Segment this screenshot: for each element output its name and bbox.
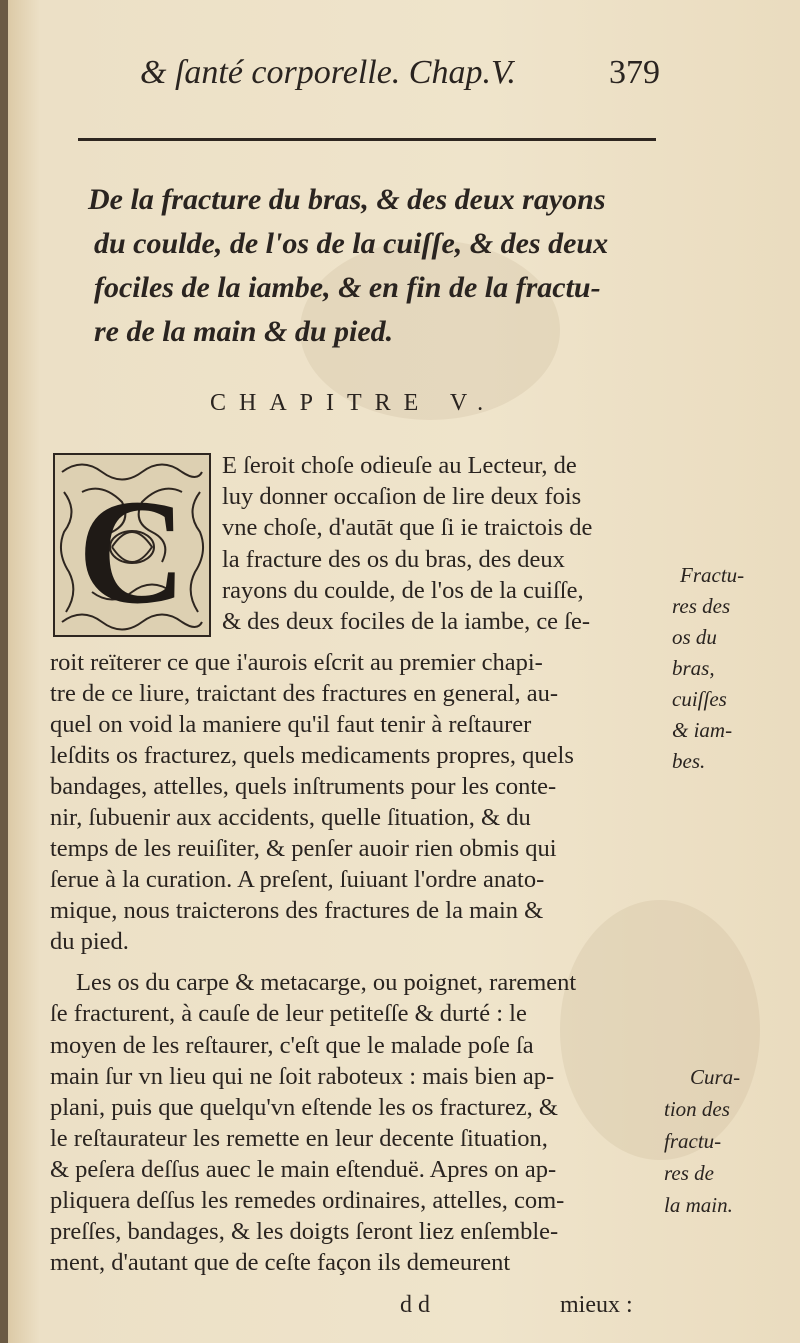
margin-note-line: Cura-: [690, 1065, 741, 1089]
heading-line: du coulde, de l'os de la cuiſſe, & des deux: [94, 227, 609, 260]
text-line: du pied.: [50, 928, 129, 955]
text-line: tre de ce liure, traictant des fractures en general, au-: [50, 680, 559, 707]
margin-note-line: bes.: [672, 749, 706, 773]
heading-line: De la fracture du bras, & des deux rayons: [88, 183, 606, 216]
heading-line: fociles de la iambe, & en fin de la fractu-: [94, 271, 601, 304]
text-line: pliquera deſſus les remedes ordinaires, attelles, com-: [50, 1187, 565, 1214]
text-line: preſſes, bandages, & les doigts ſeront liez enſemble-: [50, 1218, 559, 1245]
section-heading: [88, 178, 668, 354]
text-line: luy donner occaſion de lire deux fois: [222, 483, 582, 510]
margin-note-line: & iam-: [672, 718, 733, 742]
drop-cap-ornament: [52, 452, 212, 638]
text-line: ſe fracturent, à cauſe de leur petiteſſe & durté : le: [50, 1000, 527, 1027]
margin-note-line: os du: [672, 625, 717, 649]
margin-note-line: la main.: [664, 1193, 733, 1217]
running-head-title: & ſanté corporelle. Chap.V.: [140, 54, 516, 91]
text-line: main ſur vn lieu qui ne ſoit raboteux : mais bien ap-: [50, 1063, 555, 1090]
signature-mark: d d: [400, 1292, 430, 1318]
margin-note-line: cuiſſes: [672, 687, 727, 711]
text-line: vne choſe, d'autāt que ſi ie traictois de: [222, 514, 593, 541]
paper-stain: [560, 900, 760, 1160]
header-rule: [78, 138, 656, 141]
text-line: mique, nous traicterons des fractures de la main &: [50, 897, 544, 924]
running-head: [140, 50, 660, 100]
text-line: quel on void la maniere qu'il faut tenir à reſtaurer: [50, 711, 532, 738]
text-line: moyen de les reſtaurer, c'eſt que le malade poſe ſa: [50, 1032, 534, 1059]
text-line: bandages, attelles, quels inſtruments pour les conte-: [50, 773, 557, 800]
chapter-label: CHAPITRE V.: [210, 390, 497, 416]
margin-note-line: Fractu-: [680, 563, 745, 587]
text-line: Les os du carpe & metacarge, ou poignet, rarement: [76, 969, 577, 996]
text-line: ſerue à la curation. A preſent, ſuiuant l'ordre anato-: [50, 866, 545, 893]
text-line: nir, ſubuenir aux accidents, quelle ſituation, & du: [50, 804, 531, 831]
text-line: plani, puis que quelqu'vn eſtende les os fracturez, &: [50, 1094, 558, 1121]
margin-note-line: fractu-: [664, 1129, 722, 1153]
margin-note-line: tion des: [664, 1097, 730, 1121]
binding-gutter: [0, 0, 8, 1343]
text-line: & peſera deſſus auec le main eſtenduë. Apres on ap-: [50, 1156, 557, 1183]
margin-note-line: res de: [664, 1161, 714, 1185]
catchword: mieux :: [560, 1292, 633, 1318]
text-line: la fracture des os du bras, des deux: [222, 546, 565, 573]
text-line: ment, d'autant que de ceſte façon ils demeurent: [50, 1249, 511, 1276]
text-line: temps de les reuiſiter, & penſer auoir rien obmis qui: [50, 835, 557, 862]
text-line: & des deux fociles de la iambe, ce ſe-: [222, 608, 591, 635]
text-line: le reſtaurateur les remette en leur decente ſituation,: [50, 1125, 548, 1152]
margin-note-line: res des: [672, 594, 731, 618]
heading-line: re de la main & du pied.: [94, 315, 394, 348]
text-line: roit reïterer ce que i'aurois eſcrit au premier chapi-: [50, 649, 543, 676]
drop-cap-letter: C: [77, 469, 187, 635]
text-line: rayons du coulde, de l'os de la cuiſſe,: [222, 577, 584, 604]
text-line: E ſeroit choſe odieuſe au Lecteur, de: [222, 452, 577, 479]
page-number: 379: [609, 54, 660, 91]
text-line: leſdits os fracturez, quels medicaments propres, quels: [50, 742, 574, 769]
margin-note-line: bras,: [672, 656, 715, 680]
